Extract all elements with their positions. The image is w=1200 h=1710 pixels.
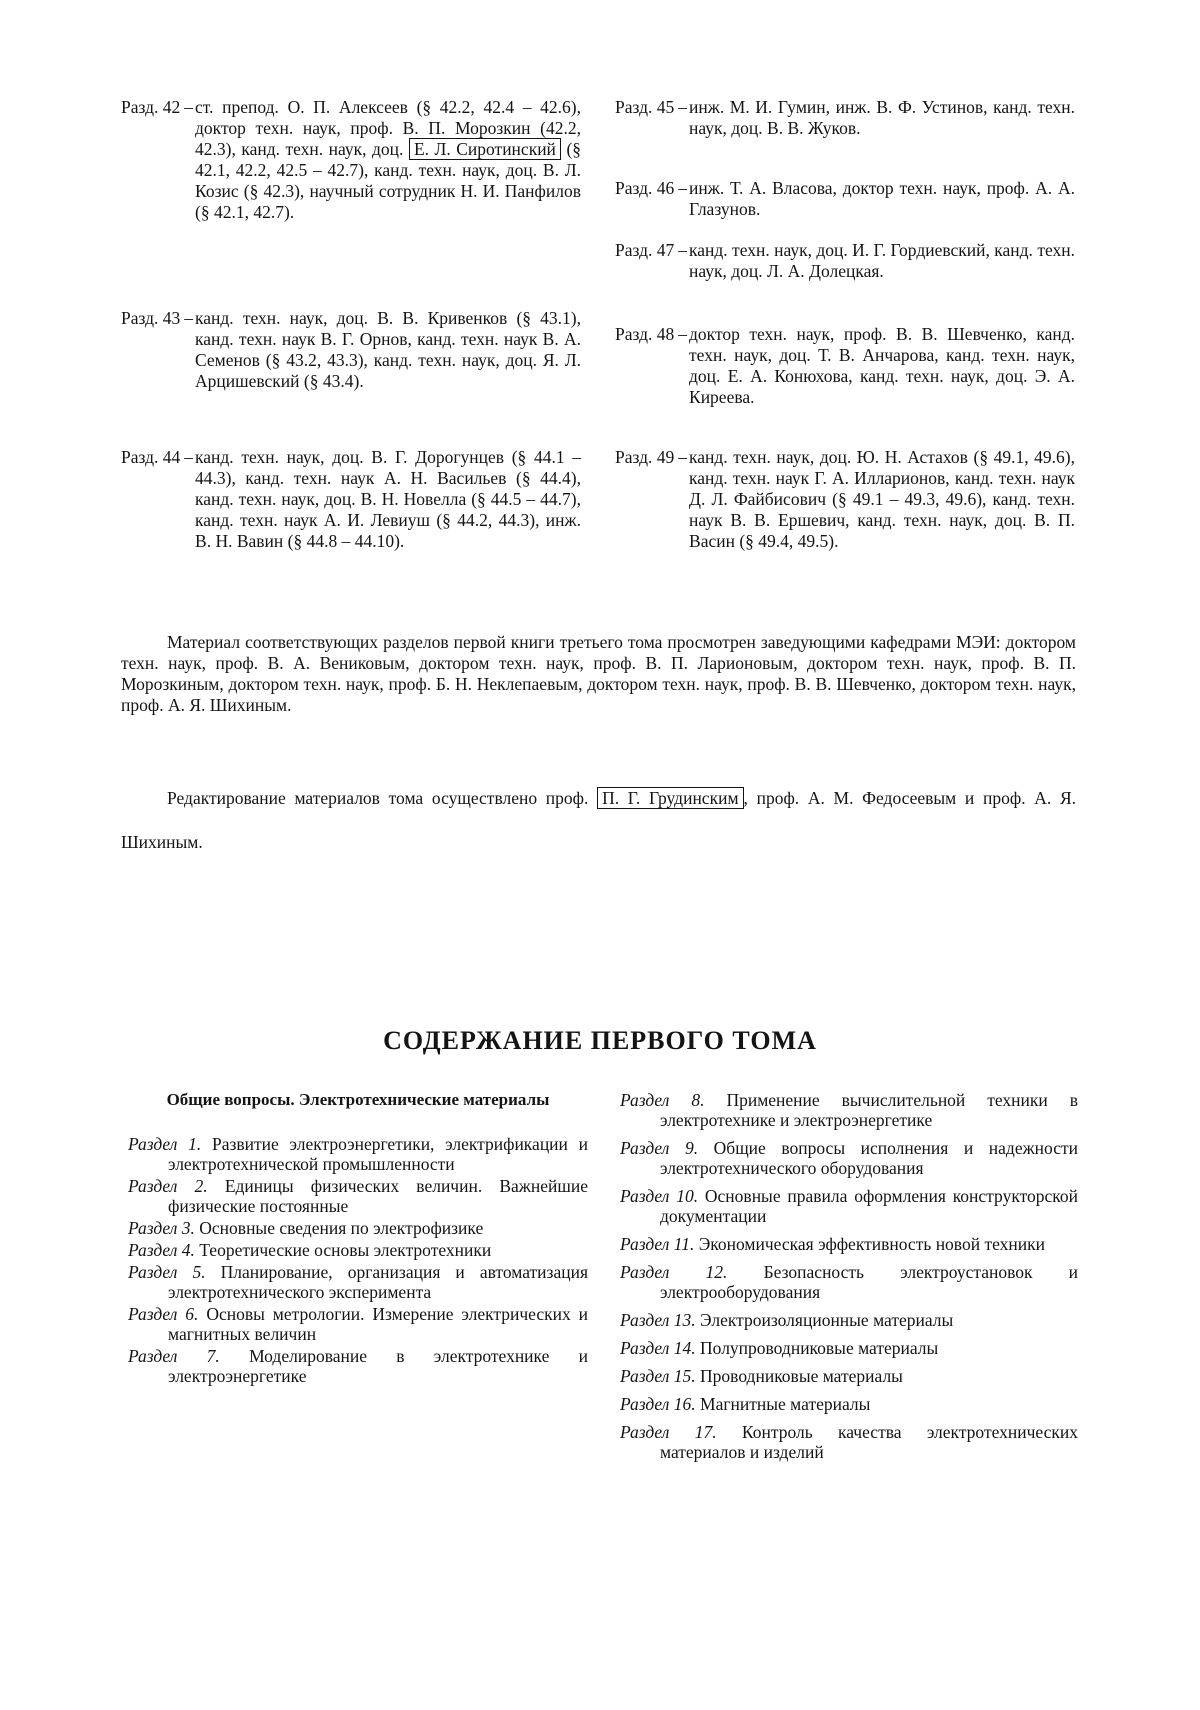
contributor-block-47: Разд. 47 – канд. техн. наук, доц. И. Г. Гордиевский, канд. техн. наук, доц. Л. А. Долецкая. xyxy=(615,240,1075,281)
contributor-text: канд. техн. наук, доц. И. Г. Гордиевский, канд. техн. наук, доц. Л. А. Долецкая. xyxy=(689,240,1075,281)
contributor-text: канд. техн. наук, доц. В. В. Кривенков (§ 43.1), канд. техн. наук В. Г. Орнов, канд. техн. наук В. А. Семенов (§ 43.2, 43.3), канд. техн. наук, доц. Я. Л. Арцишевский (§ 43.4). xyxy=(195,308,581,391)
section-label: Разд. 47 xyxy=(615,240,675,260)
section-label: Разд. 48 xyxy=(615,324,675,344)
section-label: Разд. 46 xyxy=(615,178,675,198)
contributor-text: инж. М. И. Гумин, инж. В. Ф. Устинов, канд. техн. наук, доц. В. В. Жуков. xyxy=(689,97,1075,138)
contributor-text: инж. Т. А. Власова, доктор техн. наук, проф. А. А. Глазунов. xyxy=(689,178,1075,219)
review-paragraph: Материал соответствующих разделов первой книги третьего тома просмотрен заведующими кафедрами МЭИ: доктором техн. наук, проф. В. А. Вениковым, доктором техн. наук, проф. В. П. Ларионовым, доктором техн. наук, проф. В. П. Морозкиным, доктором техн. наук, проф. Б. Н. Неклепаевым, доктором техн. наук, проф. В. В. Шевченко, доктором техн. наук, проф. А. Я. Шихиным. xyxy=(121,632,1076,715)
contents-item: Раздел 3. Основные сведения по электрофизике xyxy=(128,1218,484,1238)
contents-item: Раздел 5. Планирование, организация и автоматизация электротехнического эксперимента xyxy=(128,1262,589,1302)
contributor-text: канд. техн. наук, доц. Ю. Н. Астахов (§ 49.1, 49.6), канд. техн. наук Г. А. Илларионов, канд. техн. наук Д. Л. Файбисович (§ 49.1 – 49.3, 49.6), канд. техн. наук В. В. Ершевич, канд. техн. наук, доц. В. П. Васин (§ 49.4, 49.5). xyxy=(689,447,1075,551)
contents-item: Раздел 14. Полупроводниковые материалы xyxy=(620,1338,939,1358)
contents-left-heading: Общие вопросы. Электротехнические материалы xyxy=(166,1090,550,1109)
section-label: Разд. 42 xyxy=(121,97,181,117)
contents-item: Раздел 7. Моделирование в электротехнике и электроэнергетике xyxy=(128,1346,589,1386)
contents-item: Раздел 1. Развитие электроэнергетики, электрификации и электротехнической промышленности xyxy=(128,1134,588,1174)
contents-item: Раздел 10. Основные правила оформления конструкторской документации xyxy=(620,1186,1078,1226)
contents-item: Раздел 12. Безопасность электроустановок и электрооборудования xyxy=(620,1262,1078,1302)
contents-item: Раздел 15. Проводниковые материалы xyxy=(620,1366,903,1386)
contributor-block-48: Разд. 48 – доктор техн. наук, проф. В. В. Шевченко, канд. техн. наук, доц. Т. В. Анчарова, канд. техн. наук, доц. Е. А. Конюхова, канд. техн. наук, доц. Э. А. Киреева. xyxy=(615,324,1075,407)
contents-left-column xyxy=(128,1090,588,1388)
boxed-name: Е. Л. Сиротинский xyxy=(409,138,561,160)
contributor-block-43: Разд. 43 – канд. техн. наук, доц. В. В. Кривенков (§ 43.1), канд. техн. наук В. Г. Орнов, канд. техн. наук В. А. Семенов (§ 43.2, 43.3), канд. техн. наук, доц. Я. Л. Арцишевский (§ 43.4). xyxy=(121,308,581,391)
contents-title: СОДЕРЖАНИЕ ПЕРВОГО ТОМА xyxy=(383,1026,817,1055)
contents-right-column xyxy=(620,1090,1078,1470)
section-label: Разд. 43 xyxy=(121,308,181,328)
contributor-text: канд. техн. наук, доц. В. Г. Дорогунцев (§ 44.1 – 44.3), канд. техн. наук А. Н. Васильев (§ 44.4), канд. техн. наук, доц. В. Н. Новелла (§ 44.5 – 44.7), канд. техн. наук А. И. Левиуш (§ 44.2, 44.3), инж. В. Н. Вавин (§ 44.8 – 44.10). xyxy=(195,447,581,551)
contents-item: Раздел 2. Единицы физических величин. Важнейшие физические постоянные xyxy=(128,1176,588,1216)
section-label: Разд. 45 xyxy=(615,97,675,117)
boxed-name: П. Г. Грудинским xyxy=(597,787,743,809)
editing-paragraph: Редактирование материалов тома осуществлено проф. П. Г. Грудинским , проф. А. М. Федосеевым и проф. А. Я. Шихиным. xyxy=(121,788,1077,852)
contents-item: Раздел 16. Магнитные материалы xyxy=(620,1394,871,1414)
contents-item: Раздел 11. Экономическая эффективность новой техники xyxy=(620,1234,1045,1254)
contributor-text: ст. препод. О. П. Алексеев (§ 42.2, 42.4 – 42.6), доктор техн. наук, проф. В. П. Морозкин (42.2, 42.3), канд. техн. наук, доц. Е. Л. Сиротинский (§ 42.1, 42.2, 42.5 – 42.7), канд. техн. наук, доц. В. Л. Козис (§ 42.3), научный сотрудник Н. И. Панфилов (§ 42.1, 42.7). xyxy=(195,97,582,222)
contents-item: Раздел 6. Основы метрологии. Измерение электрических и магнитных величин xyxy=(128,1304,589,1344)
contributor-text: доктор техн. наук, проф. В. В. Шевченко, канд. техн. наук, доц. Т. В. Анчарова, канд. техн. наук, доц. Е. А. Конюхова, канд. техн. наук, доц. Э. А. Киреева. xyxy=(689,324,1075,407)
contributor-block-42: Разд. 42 – ст. препод. О. П. Алексеев (§ 42.2, 42.4 – 42.6), доктор техн. наук, проф. В. П. Морозкин (42.2, 42.3), канд. техн. наук, доц. Е. Л. Сиротинский (§ 42.1, 42.2, 42.5 – 42.7), канд. техн. наук, доц. В. Л. Козис (§ 42.3), научный сотрудник Н. И. Панфилов (§ 42.1, 42.7). xyxy=(121,97,582,222)
contents-item: Раздел 8. Применение вычислительной техники в электротехнике и электроэнергетике xyxy=(620,1090,1079,1130)
contents-item: Раздел 13. Электроизоляционные материалы xyxy=(620,1310,954,1330)
contributor-block-49: Разд. 49 – канд. техн. наук, доц. Ю. Н. Астахов (§ 49.1, 49.6), канд. техн. наук Г. А. Илларионов, канд. техн. наук Д. Л. Файбисович (§ 49.1 – 49.3, 49.6), канд. техн. наук В. В. Ершевич, канд. техн. наук, доц. В. П. Васин (§ 49.4, 49.5). xyxy=(615,447,1075,551)
section-label: Разд. 49 xyxy=(615,447,675,467)
contributor-block-44: Разд. 44 – канд. техн. наук, доц. В. Г. Дорогунцев (§ 44.1 – 44.3), канд. техн. наук А. Н. Васильев (§ 44.4), канд. техн. наук, доц. В. Н. Новелла (§ 44.5 – 44.7), канд. техн. наук А. И. Левиуш (§ 44.2, 44.3), инж. В. Н. Вавин (§ 44.8 – 44.10). xyxy=(121,447,581,551)
section-label: Разд. 44 xyxy=(121,447,181,467)
contents-item: Раздел 9. Общие вопросы исполнения и надежности электротехнического оборудования xyxy=(620,1138,1079,1178)
contributor-block-46: Разд. 46 – инж. Т. А. Власова, доктор техн. наук, проф. А. А. Глазунов. xyxy=(615,178,1075,219)
contents-item: Раздел 4. Теоретические основы электротехники xyxy=(128,1240,492,1260)
contents-item: Раздел 17. Контроль качества электротехнических материалов и изделий xyxy=(620,1422,1078,1462)
contributor-block-45: Разд. 45 – инж. М. И. Гумин, инж. В. Ф. Устинов, канд. техн. наук, доц. В. В. Жуков. xyxy=(615,97,1075,138)
